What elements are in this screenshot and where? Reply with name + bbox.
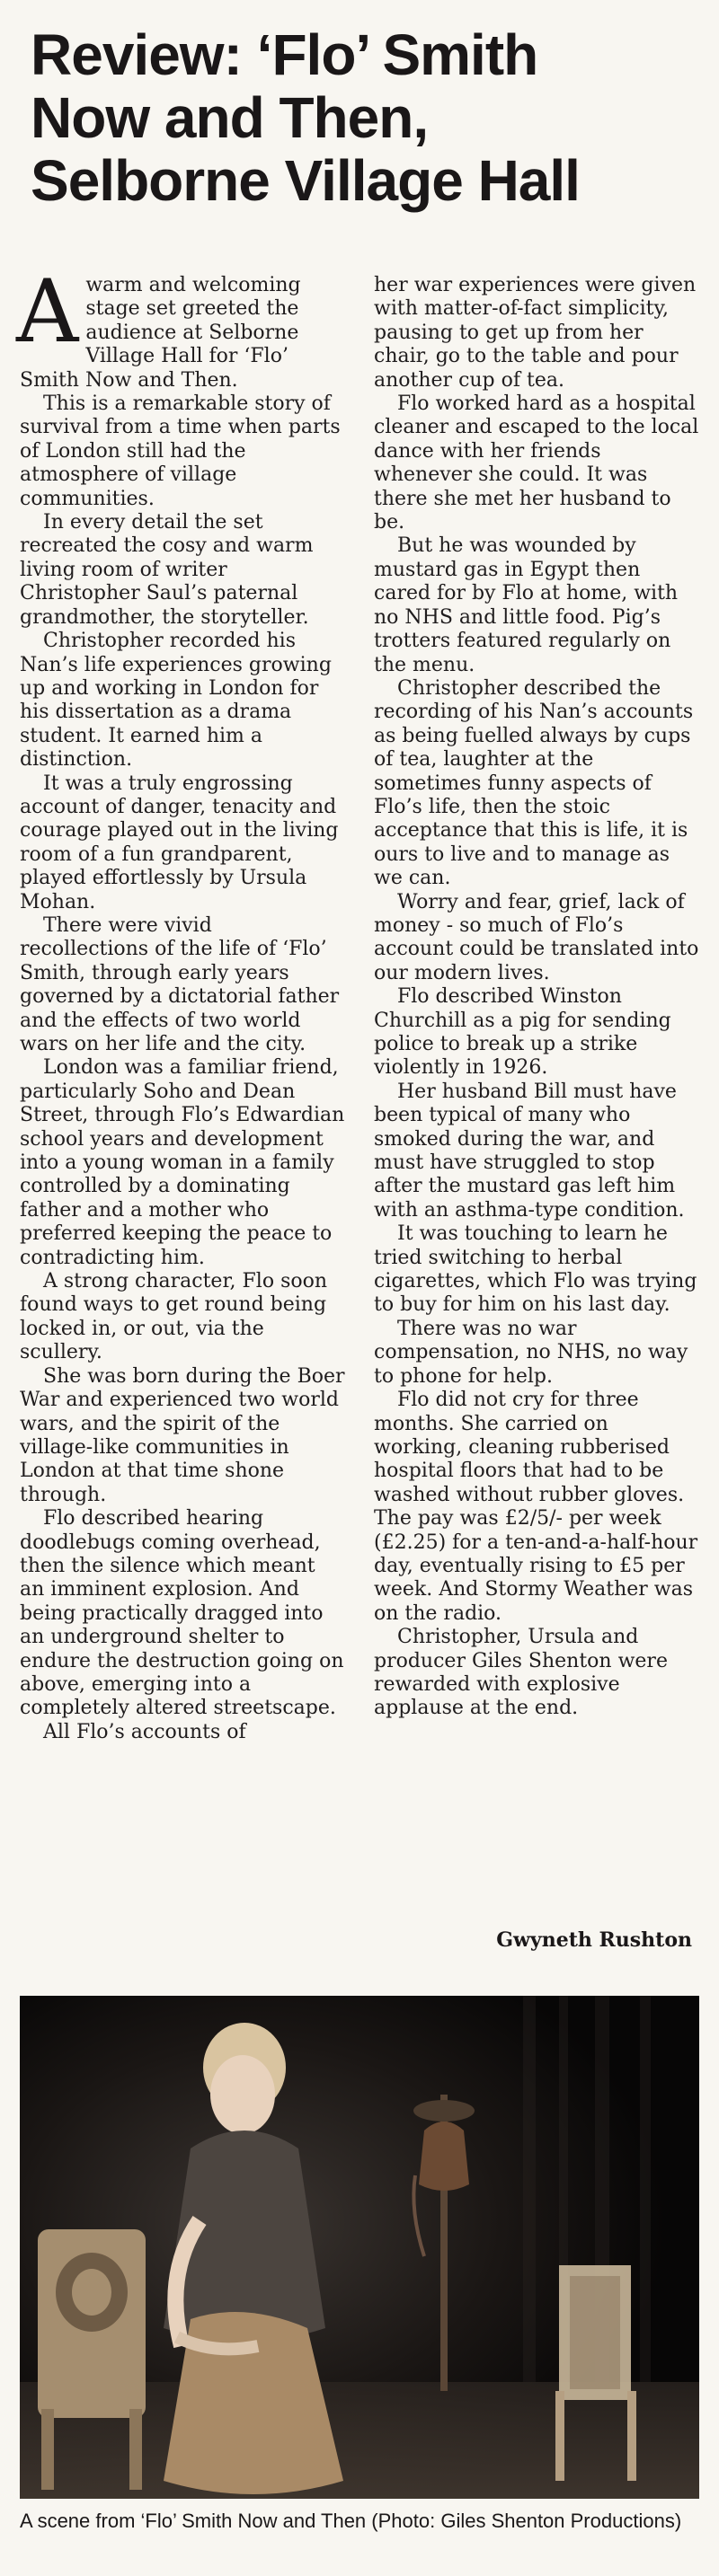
article-paragraph: Awarm and welcoming stage set greeted the audience at Selborne Village Hall for ‘Flo’ Smith Now and Then.: [16, 261, 301, 392]
article-paragraph: Christopher recorded his Nan’s life experiences growing up and working in London for his dissertation as a drama student. It earned him a distinction.: [20, 630, 332, 772]
article-paragraph: Flo described hearing doodlebugs coming overhead, then the silence which meant an imminent explosion. And being practically dragged into an underground shelter to endure the destruction going on above, emerging into a completely altered streetscape.: [20, 1507, 344, 1720]
article-paragraph: But he was wounded by mustard gas in Egypt then cared for by Flo at home, with no NHS and little food. Pig’s trotters featured regularly on the menu.: [374, 534, 679, 676]
article-paragraph: Christopher, Ursula and producer Giles Shenton were rewarded with explosive applause at the end.: [374, 1626, 668, 1720]
drop-cap: A: [16, 261, 79, 362]
article-paragraph: It was a truly engrossing account of danger, tenacity and courage played out in the living room of a fun grandparent, played effortlessly by Ursula Mohan.: [20, 772, 339, 913]
article-paragraph: In every detail the set recreated the cosy and warm living room of writer Christopher Saul’s paternal grandmother, the storyteller.: [20, 511, 314, 629]
stage-photo: [20, 1996, 699, 2499]
article-paragraph: A strong character, Flo soon found ways to get round being locked in, or out, via the scullery.: [20, 1270, 328, 1364]
article-paragraph: Flo worked hard as a hospital cleaner and escaped to the local dance with her friends whenever she could. It was there she met her husband to be.: [374, 393, 699, 534]
article-column-right: [374, 274, 703, 1721]
headline-line-3: Selborne Village Hall: [31, 148, 580, 213]
byline: Gwyneth Rushton: [496, 1928, 692, 1952]
headline: [31, 23, 696, 212]
photo-caption: A scene from ‘Flo’ Smith Now and Then (Photo: Giles Shenton Productions): [20, 2510, 682, 2532]
article-paragraph: She was born during the Boer War and experienced two world wars, and the spirit of the village-like communities in London at that time shone through.: [20, 1364, 345, 1506]
article-paragraph: It was touching to learn he tried switching to herbal cigarettes, which Flo was trying to buy for him on his last day.: [374, 1222, 697, 1317]
article-paragraph: London was a familiar friend, particularly Soho and Dean Street, through Flo’s Edwardian school years and development into a young woman in a family controlled by a dominating father and a mother who preferred keeping the peace to contradicting him.: [20, 1056, 345, 1269]
article-paragraph: All Flo’s accounts of: [43, 1720, 246, 1743]
article-paragraph: This is a remarkable story of survival from a time when parts of London still had the atmosphere of village communities.: [20, 393, 341, 510]
headline-line-2: Now and Then,: [31, 85, 429, 150]
article-paragraph: Christopher described the recording of his Nan’s accounts as being fuelled always by cups of tea, laughter at the sometimes funny aspects of Flo’s life, then the stoic acceptance that this is life, it is ours to live and to manage as we can.: [374, 676, 694, 890]
article-paragraph: Flo described Winston Churchill as a pig for sending police to break up a strike violently in 1926.: [374, 985, 671, 1080]
headline-line-1: Review: ‘Flo’ Smith: [31, 22, 538, 87]
stage-scene-illustration: [20, 1996, 699, 2499]
article-paragraph: Worry and fear, grief, lack of money - so much of Flo’s account could be translated into our modern lives.: [374, 890, 699, 984]
article-column-left: [16, 261, 345, 1744]
article-paragraph: Her husband Bill must have been typical of many who smoked during the war, and must have struggled to stop after the mustard gas left him with an asthma-type condition.: [374, 1080, 685, 1222]
article-paragraph-continued: her war experiences were given with matter-of-fact simplicity, pausing to get up from her chair, go to the table and pour another cup of tea.: [374, 274, 697, 392]
article-paragraph: There was no war compensation, no NHS, no way to phone for help.: [374, 1317, 688, 1388]
article-paragraph: Flo did not cry for three months. She carried on working, cleaning rubberised hospital floors that had to be washed without rubber gloves. The pay was £2/5/- per week (£2.25) for a ten-and-a-half-hour day, eventually rising to £5 per week. And Stormy Weather was on the radio.: [374, 1389, 698, 1625]
article-paragraph: There were vivid recollections of the life of ‘Flo’ Smith, through early years governed by a dictatorial father and the effects of two world wars on her life and the city.: [20, 913, 340, 1055]
